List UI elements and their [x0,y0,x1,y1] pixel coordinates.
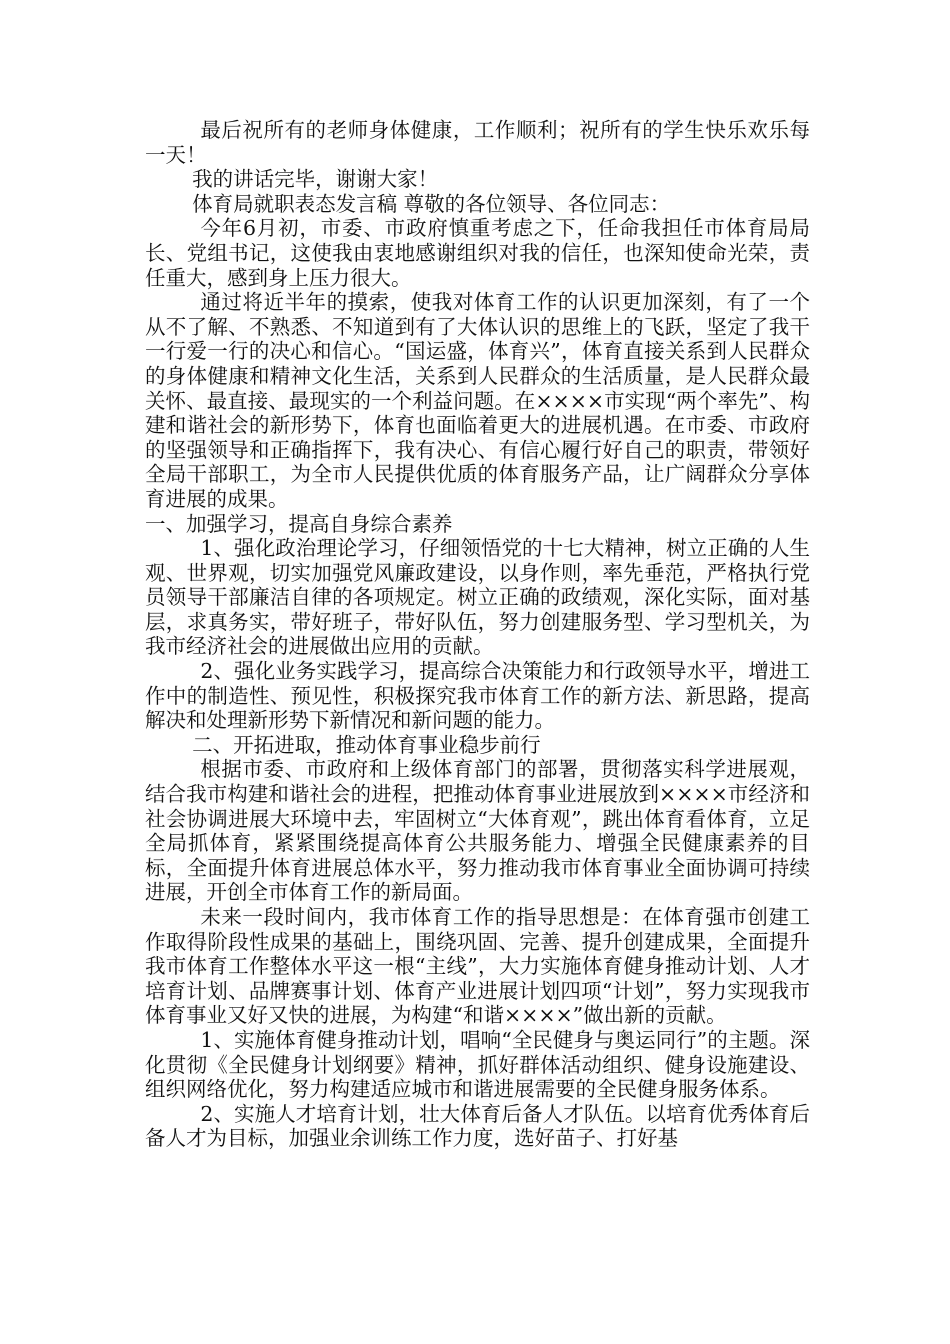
speech-title-paragraph: 体育局就职表态发言稿 尊敬的各位领导、各位同志： [192,191,671,216]
closing-wishes-paragraph: 最后祝所有的老师身体健康，工作顺利；祝所有的学生快乐欢乐每一天！ [145,118,810,167]
study-item-2-paragraph: 2、强化业务实践学习，提高综合决策能力和行政领导水平，增进工作中的制造性、预见性，积极探究我市体育工作的新方法、新思路，提高解决和处理新形势下新情况和新问题的能力。 [145,659,810,733]
section-heading-1: 一、加强学习，提高自身综合素养 [145,511,453,536]
reflection-paragraph: 通过将近半年的摸索，使我对体育工作的认识更加深刻，有了一个从不了解、不熟悉、不知道到有了大体认识的思维上的飞跃，坚定了我干一行爱一行的决心和信心。“国运盛，体育兴”，体育直接关系到人民群众的身体健康和精神文化生活，关系到人民群众的生活质量，是人民群众最关怀、最直接、最现实的一个利益问题。在××××市实现“两个率先”、构建和谐社会的新形势下，体育也面临着更大的进展机遇。在市委、市政府的坚强领导和正确指挥下，我有决心、有信心履行好自己的职责，带领好全局干部职工，为全市人民提供优质的体育服务产品，让广阔群众分享体育进展的成果。 [145,290,810,511]
plan-item-1-paragraph: 1、实施体育健身推动计划，唱响“全民健身与奥运同行”的主题。深化贯彻《全民健身计划纲要》精神，抓好群体活动组织、健身设施建设、组织网络优化，努力构建适应城市和谐进展需要的全民健身服务体系。 [145,1027,810,1102]
deployment-paragraph: 根据市委、市政府和上级体育部门的部署，贯彻落实科学进展观，结合我市构建和谐社会的进程，把推动体育事业进展放到××××市经济和社会协调进展大环境中去，牢固树立“大体育观”，跳出体育看体育，立足全局抓体育，紧紧围绕提高体育公共服务能力、增强全民健康素养的目标，全面提升体育进展总体水平，努力推动我市体育事业全面协调可持续进展，开创全市体育工作的新局面。 [145,757,810,905]
speech-end-paragraph: 我的讲话完毕，谢谢大家！ [192,167,439,192]
document-page [145,118,810,1151]
plan-item-2-paragraph: 2、实施人才培育计划，壮大体育后备人才队伍。以培育优秀体育后备人才为目标，加强业余训练工作力度，选好苗子、打好基 [145,1101,810,1151]
guiding-thought-paragraph: 未来一段时间内，我市体育工作的指导思想是：在体育强市创建工作取得阶段性成果的基础上，围绕巩固、完善、提升创建成果，全面提升我市体育工作整体水平这一根“主线”，大力实施体育健身推动计划、人才培育计划、品牌赛事计划、体育产业进展计划四项“计划”，努力实现我市体育事业又好又快的进展，为构建“和谐××××”做出新的贡献。 [145,905,810,1028]
study-item-1-paragraph: 1、强化政治理论学习，仔细领悟党的十七大精神，树立正确的人生观、世界观，切实加强党风廉政建设，以身作则，率先垂范，严格执行党员领导干部廉洁自律的各项规定。树立正确的政绩观，深化实际，面对基层，求真务实，带好班子，带好队伍，努力创建服务型、学习型机关，为我市经济社会的进展做出应用的贡献。 [145,536,810,659]
appointment-paragraph: 今年6月初，市委、市政府慎重考虑之下，任命我担任市体育局局长、党组书记，这使我由衷地感谢组织对我的信任，也深知使命光荣，责任重大，感到身上压力很大。 [145,216,810,290]
section-heading-2: 二、开拓进取，推动体育事业稳步前行 [192,732,541,757]
